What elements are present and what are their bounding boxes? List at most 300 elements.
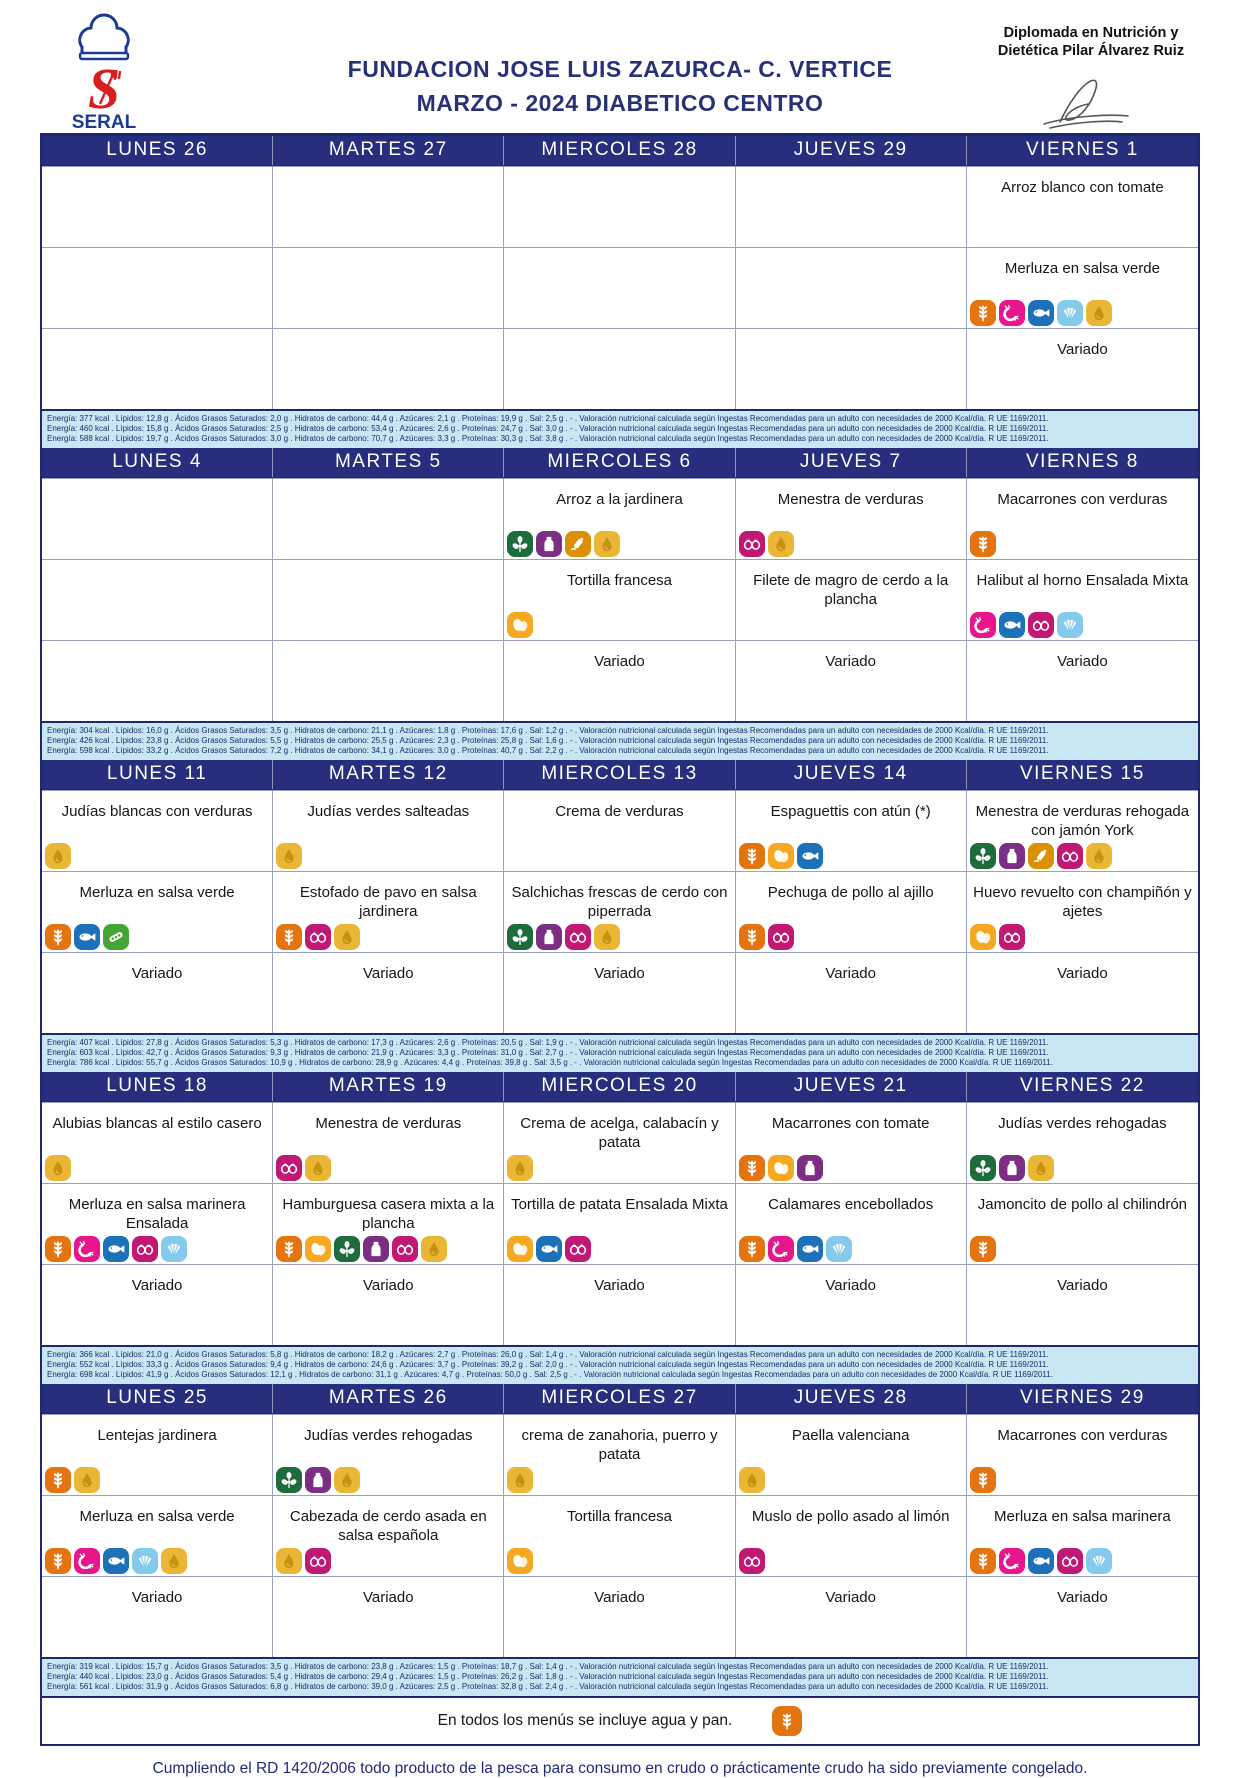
sulfites-icon bbox=[1028, 1155, 1054, 1181]
allergen-icons bbox=[739, 1155, 823, 1181]
molluscs-icon bbox=[132, 1548, 158, 1574]
fish-icon bbox=[797, 1236, 823, 1262]
day-header: LUNES 26 bbox=[42, 136, 273, 165]
allergen-icons bbox=[739, 924, 794, 950]
day-header: VIERNES 1 bbox=[1026, 139, 1139, 160]
celery-icon bbox=[970, 843, 996, 869]
menu-cell bbox=[967, 328, 1198, 409]
week-1-header bbox=[42, 136, 1198, 166]
day-header: LUNES 18 bbox=[42, 1072, 273, 1101]
gluten-icon bbox=[276, 924, 302, 950]
dish-name: Merluza en salsa verde bbox=[79, 1508, 235, 1525]
menu-cell bbox=[273, 247, 504, 328]
menu-cell bbox=[504, 559, 735, 640]
menu-cell bbox=[967, 1102, 1198, 1183]
nutrition-line: Energía: 377 kcal . Lípidos: 12,8 g . Ácidos Grasos Saturados: 2,0 g . Hidratos de carbono: 44,4 g . Azúcares: 2,1 g . Proteínas: 19,9 g . Sal: 2,5 g . - . Valoración nutricional calculada según Ingestas Recomendadas para un adulto con necesidades de 2000 Kcal/día. R UE 1169/2011. bbox=[47, 414, 1049, 423]
allergen-icons bbox=[970, 924, 1025, 950]
crustaceans-icon bbox=[74, 1236, 100, 1262]
nuts-icon bbox=[739, 531, 765, 557]
menu-cell bbox=[736, 1576, 967, 1657]
day-header: LUNES 25 bbox=[42, 1384, 273, 1413]
menu-cell bbox=[736, 478, 967, 559]
week-1-row-1 bbox=[42, 166, 1198, 247]
menu-cell bbox=[736, 952, 967, 1033]
allergen-icons bbox=[45, 1467, 100, 1493]
allergen-icons bbox=[45, 843, 71, 869]
menu-cell bbox=[42, 1414, 273, 1495]
day-header: JUEVES 14 bbox=[736, 760, 967, 789]
allergen-icons bbox=[970, 300, 1112, 326]
day-header: LUNES 4 bbox=[42, 448, 273, 477]
menu-cell bbox=[42, 640, 273, 721]
allergen-icons bbox=[276, 843, 302, 869]
dish-name: Variado bbox=[1057, 341, 1108, 358]
day-header: MARTES 19 bbox=[273, 1072, 504, 1101]
menu-calendar bbox=[40, 133, 1200, 1698]
fish-icon bbox=[74, 924, 100, 950]
gluten-icon bbox=[45, 1236, 71, 1262]
dish-name: Jamoncito de pollo al chilindrón bbox=[977, 1196, 1188, 1213]
day-header: JUEVES 7 bbox=[736, 448, 967, 477]
day-header: MIERCOLES 20 bbox=[504, 1072, 735, 1101]
day-header: MARTES 27 bbox=[273, 136, 504, 165]
molluscs-icon bbox=[1057, 300, 1083, 326]
gluten-icon bbox=[45, 1467, 71, 1493]
page-subtitle: MARZO - 2024 DIABETICO CENTRO bbox=[416, 90, 824, 116]
week-4-row-2 bbox=[42, 1183, 1198, 1264]
allergen-icons bbox=[45, 1236, 187, 1262]
dish-name: Judías verdes rehogadas bbox=[998, 1115, 1167, 1132]
week-5-row-2 bbox=[42, 1495, 1198, 1576]
allergen-icons bbox=[970, 1155, 1054, 1181]
menu-cell bbox=[736, 640, 967, 721]
svg-text:S: S bbox=[87, 56, 121, 121]
menu-cell bbox=[504, 1576, 735, 1657]
sulfites-icon bbox=[768, 531, 794, 557]
menu-cell bbox=[504, 328, 735, 409]
allergen-icons bbox=[970, 1467, 996, 1493]
dish-name: Tortilla de patata Ensalada Mixta bbox=[511, 1196, 728, 1213]
menu-cell bbox=[736, 559, 967, 640]
menu-cell bbox=[42, 1576, 273, 1657]
day-header: VIERNES 8 bbox=[1026, 451, 1139, 472]
day-header: JUEVES 29 bbox=[736, 136, 967, 165]
nutrition-line: Energía: 698 kcal . Lípidos: 41,9 g . Ácidos Grasos Saturados: 12,1 g . Hidratos de carbono: 31,1 g . Azúcares: 4,7 g . Proteínas: 50,0 g . Sal: 2,5 g . - . Valoración nutricional calculada según Ingestas Recomendadas para un adulto con necesidades de 2000 Kcal/día. R UE 1169/2011. bbox=[47, 1370, 1053, 1379]
sulfites-icon bbox=[161, 1548, 187, 1574]
egg-icon bbox=[970, 924, 996, 950]
mustard-icon bbox=[565, 531, 591, 557]
dish-name: Variado bbox=[362, 965, 414, 982]
dish-name: Macarrones con verduras bbox=[997, 491, 1168, 508]
menu-cell bbox=[736, 166, 967, 247]
gluten-icon bbox=[970, 1548, 996, 1574]
dish-name: Macarrones con verduras bbox=[997, 1427, 1168, 1444]
allergen-icons bbox=[739, 1236, 852, 1262]
dish-name: Hamburguesa casera mixta a la plancha bbox=[282, 1196, 495, 1232]
dish-name: Menestra de verduras rehogada con jamón York bbox=[975, 803, 1190, 839]
allergen-icons bbox=[507, 1548, 533, 1574]
molluscs-icon bbox=[1086, 1548, 1112, 1574]
signature-icon bbox=[1030, 70, 1140, 130]
week-1-row-3 bbox=[42, 328, 1198, 409]
dish-name: Variado bbox=[825, 653, 876, 670]
allergen-icons bbox=[970, 843, 1112, 869]
nuts-icon bbox=[999, 924, 1025, 950]
celery-icon bbox=[970, 1155, 996, 1181]
dish-name: Variado bbox=[594, 1589, 645, 1606]
menu-cell bbox=[967, 1576, 1198, 1657]
week-2-header bbox=[42, 448, 1198, 478]
sulfites-icon bbox=[739, 1467, 765, 1493]
day-header: VIERNES 29 bbox=[1019, 1387, 1145, 1408]
gluten-icon bbox=[970, 531, 996, 557]
menu-cell bbox=[504, 1102, 735, 1183]
dish-name: Crema de verduras bbox=[555, 803, 684, 820]
dish-name: Variado bbox=[594, 965, 645, 982]
dish-name: Huevo revuelto con champiñón y ajetes bbox=[973, 884, 1192, 920]
fish-icon bbox=[103, 1548, 129, 1574]
milk-icon bbox=[536, 924, 562, 950]
menu-cell bbox=[273, 328, 504, 409]
nuts-icon bbox=[276, 1155, 302, 1181]
dish-name: Alubias blancas al estilo casero bbox=[52, 1115, 262, 1132]
nutrition-line: Energía: 426 kcal . Lípidos: 23,8 g . Ácidos Grasos Saturados: 5,5 g . Hidratos de carbono: 25,5 g . Azúcares: 2,3 g . Proteínas: 25,8 g . Sal: 1,6 g . - . Valoración nutricional calculada según Ingestas Recomendadas para un adulto con necesidades de 2000 Kcal/día. R UE 1169/2011. bbox=[47, 736, 1049, 745]
menu-cell bbox=[273, 1102, 504, 1183]
nutrition-line: Energía: 598 kcal . Lípidos: 33,2 g . Ácidos Grasos Saturados: 7,2 g . Hidratos de carbono: 34,1 g . Azúcares: 3,0 g . Proteínas: 40,7 g . Sal: 2,2 g . - . Valoración nutricional calculada según Ingestas Recomendadas para un adulto con necesidades de 2000 Kcal/día. R UE 1169/2011. bbox=[47, 746, 1049, 755]
menu-cell bbox=[42, 1495, 273, 1576]
milk-icon bbox=[797, 1155, 823, 1181]
menu-cell bbox=[967, 559, 1198, 640]
fish-icon bbox=[1028, 300, 1054, 326]
sulfites-icon bbox=[594, 531, 620, 557]
menu-cell bbox=[967, 1495, 1198, 1576]
fish-icon bbox=[797, 843, 823, 869]
day-header: JUEVES 28 bbox=[736, 1384, 967, 1413]
sulfites-icon bbox=[507, 1155, 533, 1181]
day-header: MIERCOLES 27 bbox=[504, 1384, 735, 1413]
dish-name: Variado bbox=[362, 1589, 414, 1606]
menu-cell bbox=[273, 1264, 504, 1345]
allergen-icons bbox=[739, 843, 823, 869]
dish-name: Merluza en salsa verde bbox=[1004, 260, 1160, 277]
sulfites-icon bbox=[74, 1467, 100, 1493]
allergen-icons bbox=[276, 1155, 331, 1181]
menu-cell bbox=[967, 790, 1198, 871]
allergen-icons bbox=[739, 531, 794, 557]
menu-cell bbox=[42, 478, 273, 559]
week-2-row-3 bbox=[42, 640, 1198, 721]
dish-name: Cabezada de cerdo asada en salsa española bbox=[289, 1508, 487, 1544]
egg-icon bbox=[507, 1236, 533, 1262]
dish-name: Arroz a la jardinera bbox=[556, 491, 683, 508]
dish-name: Variado bbox=[825, 1589, 876, 1606]
menu-cell bbox=[736, 247, 967, 328]
gluten-icon bbox=[739, 1236, 765, 1262]
week-4-header bbox=[42, 1072, 1198, 1102]
menu-cell bbox=[736, 1414, 967, 1495]
week-3-header bbox=[42, 760, 1198, 790]
day-header: MARTES 12 bbox=[273, 760, 504, 789]
molluscs-icon bbox=[1057, 612, 1083, 638]
dish-name: Merluza en salsa verde bbox=[79, 884, 235, 901]
menu-cell bbox=[967, 1264, 1198, 1345]
menu-cell bbox=[504, 166, 735, 247]
dish-name: Judías verdes rehogadas bbox=[304, 1427, 473, 1444]
allergen-icons bbox=[507, 1467, 533, 1493]
menu-cell bbox=[273, 559, 504, 640]
allergen-icons bbox=[45, 924, 129, 950]
crustaceans-icon bbox=[768, 1236, 794, 1262]
sulfites-icon bbox=[334, 924, 360, 950]
celery-icon bbox=[507, 531, 533, 557]
sulfites-icon bbox=[45, 843, 71, 869]
nutrition-strip bbox=[42, 1033, 1198, 1072]
week-5-row-1 bbox=[42, 1414, 1198, 1495]
week-3-row-1 bbox=[42, 790, 1198, 871]
menu-cell bbox=[42, 952, 273, 1033]
allergen-icons bbox=[970, 612, 1083, 638]
menu-cell bbox=[42, 559, 273, 640]
gluten-icon bbox=[739, 843, 765, 869]
dish-name: Judías verdes salteadas bbox=[307, 803, 470, 820]
dish-name: Filete de magro de cerdo a la plancha bbox=[753, 572, 949, 608]
day-header: MARTES 26 bbox=[273, 1384, 504, 1413]
allergen-icons bbox=[276, 1548, 331, 1574]
gluten-icon bbox=[970, 1467, 996, 1493]
dish-name: Muslo de pollo asado al limón bbox=[751, 1508, 950, 1525]
menu-cell bbox=[504, 1414, 735, 1495]
nuts-icon bbox=[768, 924, 794, 950]
sulfites-icon bbox=[305, 1155, 331, 1181]
gluten-icon bbox=[45, 1548, 71, 1574]
menu-cell bbox=[967, 478, 1198, 559]
nutrition-line: Energía: 366 kcal . Lípidos: 21,0 g . Ácidos Grasos Saturados: 5,8 g . Hidratos de carbono: 18,2 g . Azúcares: 2,7 g . Proteínas: 26,0 g . Sal: 1,4 g . - . Valoración nutricional calculada según Ingestas Recomendadas para un adulto con necesidades de 2000 Kcal/día. R UE 1169/2011. bbox=[47, 1350, 1049, 1359]
nuts-icon bbox=[1057, 1548, 1083, 1574]
allergen-icons bbox=[45, 1155, 71, 1181]
menu-cell bbox=[273, 640, 504, 721]
nuts-icon bbox=[1028, 612, 1054, 638]
menu-cell bbox=[967, 952, 1198, 1033]
day-header: MIERCOLES 13 bbox=[504, 760, 735, 789]
week-5-header bbox=[42, 1384, 1198, 1414]
bread-water-note bbox=[40, 1698, 1200, 1746]
crustaceans-icon bbox=[999, 1548, 1025, 1574]
day-header: VIERNES 15 bbox=[1019, 763, 1145, 784]
sulfites-icon bbox=[1086, 843, 1112, 869]
menu-cell bbox=[42, 871, 273, 952]
nuts-icon bbox=[1057, 843, 1083, 869]
menu-cell bbox=[504, 640, 735, 721]
fish-icon bbox=[1028, 1548, 1054, 1574]
mustard-icon bbox=[1028, 843, 1054, 869]
week-4-row-1 bbox=[42, 1102, 1198, 1183]
dish-name: Halibut al horno Ensalada Mixta bbox=[976, 572, 1189, 589]
nutrition-line: Energía: 304 kcal . Lípidos: 16,0 g . Ácidos Grasos Saturados: 3,5 g . Hidratos de carbono: 21,1 g . Azúcares: 1,8 g . Proteínas: 17,6 g . Sal: 1,2 g . - . Valoración nutricional calculada según Ingestas Recomendadas para un adulto con necesidades de 2000 Kcal/día. R UE 1169/2011. bbox=[47, 726, 1049, 735]
dish-name: Variado bbox=[131, 965, 183, 982]
dish-name: Espaguettis con atún (*) bbox=[770, 803, 931, 820]
week-5-row-3 bbox=[42, 1576, 1198, 1657]
dish-name: Variado bbox=[1057, 653, 1108, 670]
sulfites-icon bbox=[334, 1467, 360, 1493]
gluten-icon bbox=[739, 924, 765, 950]
dish-name: Variado bbox=[825, 1277, 876, 1294]
menu-cell bbox=[504, 247, 735, 328]
sulfites-icon bbox=[45, 1155, 71, 1181]
dish-name: Variado bbox=[825, 965, 876, 982]
menu-cell bbox=[273, 1414, 504, 1495]
menu-cell bbox=[736, 1264, 967, 1345]
allergen-icons bbox=[970, 531, 996, 557]
dish-name: Menestra de verduras bbox=[777, 491, 924, 508]
menu-cell bbox=[504, 1264, 735, 1345]
menu-cell bbox=[504, 790, 735, 871]
egg-icon bbox=[768, 843, 794, 869]
menu-cell bbox=[273, 1183, 504, 1264]
menu-cell bbox=[273, 952, 504, 1033]
egg-icon bbox=[507, 1548, 533, 1574]
dish-name: Merluza en salsa marinera Ensalada bbox=[68, 1196, 246, 1232]
menu-cell bbox=[504, 1495, 735, 1576]
day-header: VIERNES 22 bbox=[1019, 1075, 1145, 1096]
day-header: MIERCOLES 6 bbox=[504, 448, 735, 477]
nutrition-line: Energía: 440 kcal . Lípidos: 23,0 g . Ácidos Grasos Saturados: 5,4 g . Hidratos de carbono: 29,4 g . Azúcares: 1,5 g . Proteínas: 26,2 g . Sal: 1,8 g . - . Valoración nutricional calculada según Ingestas Recomendadas para un adulto con necesidades de 2000 Kcal/día. R UE 1169/2011. bbox=[47, 1672, 1049, 1681]
nuts-icon bbox=[565, 924, 591, 950]
dish-name: Arroz blanco con tomate bbox=[1001, 179, 1164, 196]
milk-icon bbox=[363, 1236, 389, 1262]
menu-cell bbox=[273, 1495, 504, 1576]
allergen-icons bbox=[739, 1467, 765, 1493]
crustaceans-icon bbox=[970, 612, 996, 638]
nutrition-line: Energía: 603 kcal . Lípidos: 42,7 g . Ácidos Grasos Saturados: 9,3 g . Hidratos de carbono: 21,9 g . Azúcares: 3,3 g . Proteínas: 31,0 g . Sal: 2,7 g . - . Valoración nutricional calculada según Ingestas Recomendadas para un adulto con necesidades de 2000 Kcal/día. R UE 1169/2011. bbox=[47, 1048, 1049, 1057]
egg-icon bbox=[768, 1155, 794, 1181]
menu-cell bbox=[504, 1183, 735, 1264]
allergen-icons bbox=[507, 612, 533, 638]
nutrition-line: Energía: 561 kcal . Lípidos: 31,9 g . Ácidos Grasos Saturados: 6,8 g . Hidratos de carbono: 39,0 g . Azúcares: 2,5 g . Proteínas: 32,8 g . Sal: 2,4 g . - . Valoración nutricional calculada según Ingestas Recomendadas para un adulto con necesidades de 2000 Kcal/día. R UE 1169/2011. bbox=[47, 1682, 1049, 1691]
allergen-icons bbox=[276, 1236, 447, 1262]
menu-cell bbox=[736, 871, 967, 952]
nuts-icon bbox=[305, 924, 331, 950]
dish-name: Salchichas frescas de cerdo con piperrada bbox=[511, 884, 728, 920]
menu-cell bbox=[504, 478, 735, 559]
nuts-icon bbox=[739, 1548, 765, 1574]
dish-name: Variado bbox=[131, 1589, 183, 1606]
nuts-icon bbox=[565, 1236, 591, 1262]
menu-cell bbox=[273, 871, 504, 952]
menu-cell bbox=[967, 640, 1198, 721]
menu-cell bbox=[273, 1576, 504, 1657]
week-3-row-2 bbox=[42, 871, 1198, 952]
sulfites-icon bbox=[276, 843, 302, 869]
day-header: JUEVES 21 bbox=[736, 1072, 967, 1101]
gluten-icon bbox=[970, 1236, 996, 1262]
dietitian-credentials: Diplomada en Nutrición y Dietética Pilar Álvarez Ruiz bbox=[997, 25, 1185, 59]
allergen-icons bbox=[507, 1236, 591, 1262]
dish-name: Variado bbox=[594, 653, 645, 670]
nuts-icon bbox=[305, 1548, 331, 1574]
week-1-row-2 bbox=[42, 247, 1198, 328]
dish-name: Paella valenciana bbox=[791, 1427, 910, 1444]
week-2-row-2 bbox=[42, 559, 1198, 640]
sulfites-icon bbox=[594, 924, 620, 950]
menu-cell bbox=[967, 166, 1198, 247]
gluten-icon bbox=[739, 1155, 765, 1181]
gluten-icon bbox=[970, 300, 996, 326]
dish-name: Menestra de verduras bbox=[315, 1115, 462, 1132]
dish-name: Tortilla francesa bbox=[566, 572, 673, 589]
allergen-icons bbox=[507, 924, 620, 950]
celery-icon bbox=[507, 924, 533, 950]
nutrition-line: Energía: 460 kcal . Lípidos: 15,8 g . Ácidos Grasos Saturados: 2,5 g . Hidratos de carbono: 53,4 g . Azúcares: 2,6 g . Proteínas: 24,7 g . Sal: 3,0 g . - . Valoración nutricional calculada según Ingestas Recomendadas para un adulto con necesidades de 2000 Kcal/día. R UE 1169/2011. bbox=[47, 424, 1049, 433]
dish-name: Merluza en salsa marinera bbox=[994, 1508, 1171, 1525]
nutrition-strip bbox=[42, 1657, 1198, 1696]
menu-cell bbox=[42, 166, 273, 247]
nuts-icon bbox=[132, 1236, 158, 1262]
menu-cell bbox=[736, 1495, 967, 1576]
day-header: MIERCOLES 28 bbox=[504, 136, 735, 165]
menu-cell bbox=[273, 790, 504, 871]
fish-icon bbox=[536, 1236, 562, 1262]
menu-cell bbox=[273, 166, 504, 247]
nutrition-line: Energía: 319 kcal . Lípidos: 15,7 g . Ácidos Grasos Saturados: 3,5 g . Hidratos de carbono: 23,8 g . Azúcares: 1,5 g . Proteínas: 18,7 g . Sal: 1,4 g . - . Valoración nutricional calculada según Ingestas Recomendadas para un adulto con necesidades de 2000 Kcal/día. R UE 1169/2011. bbox=[47, 1662, 1049, 1671]
menu-cell bbox=[504, 952, 735, 1033]
sulfites-icon bbox=[276, 1548, 302, 1574]
menu-cell bbox=[273, 478, 504, 559]
milk-icon bbox=[999, 843, 1025, 869]
egg-icon bbox=[305, 1236, 331, 1262]
menu-cell bbox=[736, 1183, 967, 1264]
dish-name: Estofado de pavo en salsa jardinera bbox=[299, 884, 477, 920]
dish-name: Macarrones con tomate bbox=[771, 1115, 930, 1132]
menu-cell bbox=[42, 790, 273, 871]
dish-name: Lentejas jardinera bbox=[97, 1427, 217, 1444]
nutrition-line: Energía: 552 kcal . Lípidos: 33,3 g . Ácidos Grasos Saturados: 9,4 g . Hidratos de carbono: 24,6 g . Azúcares: 3,7 g . Proteínas: 39,2 g . Sal: 2,0 g . - . Valoración nutricional calculada según Ingestas Recomendadas para un adulto con necesidades de 2000 Kcal/día. R UE 1169/2011. bbox=[47, 1360, 1049, 1369]
menu-cell bbox=[504, 871, 735, 952]
dish-name: Calamares encebollados bbox=[768, 1196, 934, 1213]
menu-cell bbox=[42, 1264, 273, 1345]
week-4-row-3 bbox=[42, 1264, 1198, 1345]
menu-cell bbox=[967, 247, 1198, 328]
allergen-icons bbox=[276, 924, 360, 950]
nuts-icon bbox=[392, 1236, 418, 1262]
nutrition-strip bbox=[42, 1345, 1198, 1384]
dish-name: Variado bbox=[362, 1277, 414, 1294]
menu-cell bbox=[42, 1102, 273, 1183]
celery-icon bbox=[334, 1236, 360, 1262]
gluten-icon bbox=[45, 924, 71, 950]
svg-text:SERAL: SERAL bbox=[71, 112, 137, 133]
nutrition-line: Energía: 786 kcal . Lípidos: 55,7 g . Ácidos Grasos Saturados: 10,9 g . Hidratos de carbono: 28,9 g . Azúcares: 4,4 g . Proteínas: 39,8 g . Sal: 3,5 g . - . Valoración nutricional calculada según Ingestas Recomendadas para un adulto con necesidades de 2000 Kcal/día. R UE 1169/2011. bbox=[47, 1058, 1053, 1067]
sulfites-icon bbox=[507, 1467, 533, 1493]
dish-name: Pechuga de pollo al ajillo bbox=[767, 884, 934, 901]
allergen-icons bbox=[276, 1467, 360, 1493]
dish-name: Variado bbox=[1057, 1277, 1108, 1294]
day-header: LUNES 11 bbox=[42, 760, 273, 789]
menu-cell bbox=[967, 871, 1198, 952]
dish-name: Variado bbox=[131, 1277, 183, 1294]
legal-notice: Cumpliendo el RD 1420/2006 todo producto de la pesca para consumo en crudo o prácticamente crudo ha sido previamente congelado. bbox=[152, 1760, 1088, 1777]
milk-icon bbox=[536, 531, 562, 557]
gluten-icon bbox=[772, 1706, 802, 1736]
dish-name: Variado bbox=[1057, 965, 1108, 982]
nutrition-strip bbox=[42, 721, 1198, 760]
allergen-icons bbox=[45, 1548, 187, 1574]
celery-icon bbox=[276, 1467, 302, 1493]
sulfites-icon bbox=[1086, 300, 1112, 326]
menu-cell bbox=[42, 247, 273, 328]
dish-name: Judías blancas con verduras bbox=[61, 803, 253, 820]
day-header: MARTES 5 bbox=[273, 448, 504, 477]
dish-name: Tortilla francesa bbox=[566, 1508, 673, 1525]
